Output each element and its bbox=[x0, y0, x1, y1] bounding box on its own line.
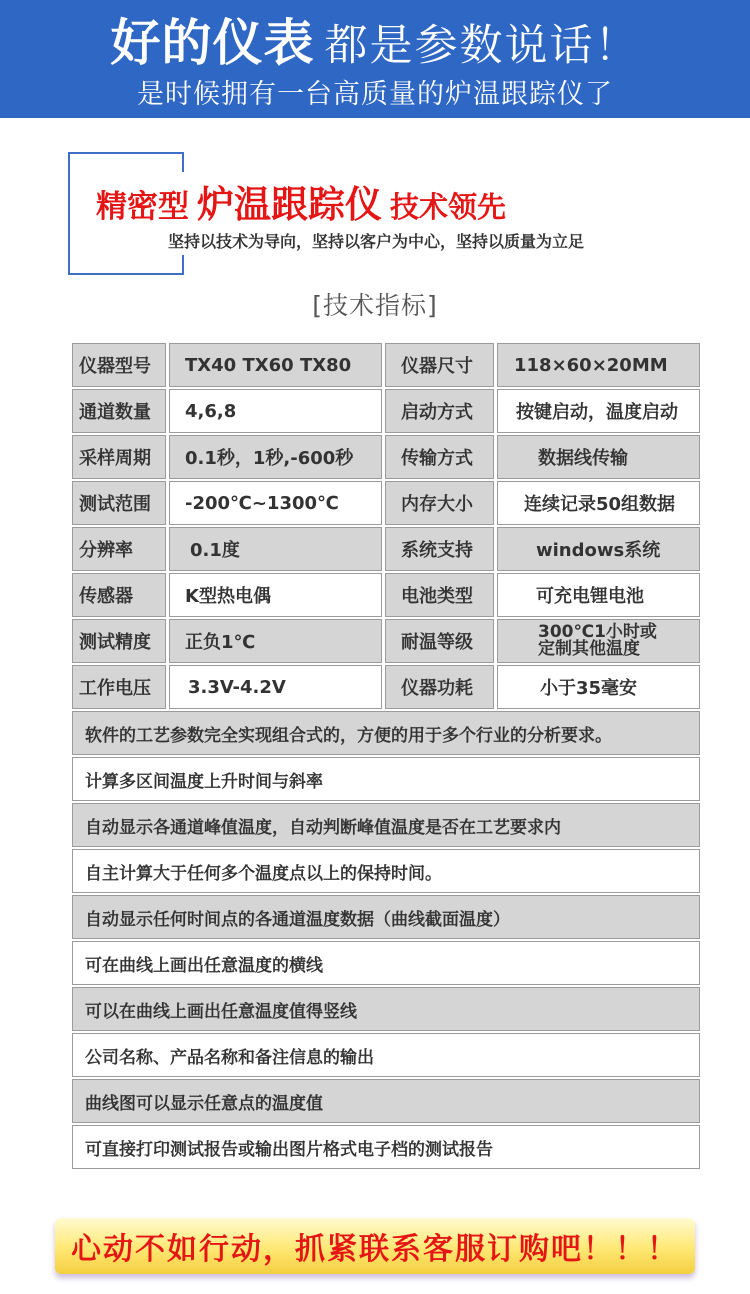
feature-row: 软件的工艺参数完全实现组合式的，方便的用于多个行业的分析要求。 bbox=[72, 711, 700, 755]
spec-table bbox=[72, 343, 700, 711]
banner-subtitle: 是时候拥有一台高质量的炉温跟踪仪了 bbox=[137, 79, 613, 110]
company-motto: 坚持以技术为导向，坚持以客户为中心，坚持以质量为立足 bbox=[168, 232, 585, 251]
feature-list bbox=[72, 711, 700, 1171]
feature-row: 可直接打印测试报告或输出图片格式电子档的测试报告 bbox=[72, 1125, 700, 1169]
feature-row: 自动显示各通道峰值温度，自动判断峰值温度是否在工艺要求内 bbox=[72, 803, 700, 847]
heading-part1: 精密型 bbox=[96, 189, 189, 225]
heading-part2: 炉温跟踪仪 bbox=[197, 183, 382, 226]
spec-value: 数据线传输 bbox=[497, 435, 700, 479]
feature-row: 计算多区间温度上升时间与斜率 bbox=[72, 757, 700, 801]
spec-label: 仪器尺寸 bbox=[385, 343, 494, 387]
spec-value bbox=[497, 619, 700, 663]
spec-label: 系统支持 bbox=[385, 527, 494, 571]
feature-row: 可在曲线上画出任意温度的横线 bbox=[72, 941, 700, 985]
spec-row bbox=[72, 619, 700, 665]
spec-row bbox=[72, 527, 700, 573]
heading-part3: 技术领先 bbox=[390, 190, 507, 224]
spec-value: 118×60×20MM bbox=[497, 343, 700, 387]
spec-value: -200℃~1300℃ bbox=[169, 481, 382, 525]
call-to-action bbox=[0, 1218, 750, 1274]
spec-label: 测试精度 bbox=[72, 619, 166, 663]
spec-row bbox=[72, 665, 700, 711]
spec-label: 内存大小 bbox=[385, 481, 494, 525]
section-title: [技术指标] bbox=[312, 291, 438, 320]
feature-row: 自主计算大于任何多个温度点以上的保持时间。 bbox=[72, 849, 700, 893]
spec-value: windows系统 bbox=[497, 527, 700, 571]
spec-value: 0.1度 bbox=[169, 527, 382, 571]
cta-text: 心动不如行动，抓紧联系客服订购吧！！！ bbox=[55, 1218, 695, 1274]
spec-row bbox=[72, 343, 700, 389]
spec-value: 连续记录50组数据 bbox=[497, 481, 700, 525]
spec-label: 耐温等级 bbox=[385, 619, 494, 663]
spec-label: 电池类型 bbox=[385, 573, 494, 617]
spec-value-line2: 定制其他温度 bbox=[538, 639, 640, 659]
spec-value: 0.1秒，1秒,-600秒 bbox=[169, 435, 382, 479]
spec-value: 正负1℃ bbox=[169, 619, 382, 663]
spec-label: 分辨率 bbox=[72, 527, 166, 571]
spec-label: 传输方式 bbox=[385, 435, 494, 479]
spec-label: 通道数量 bbox=[72, 389, 166, 433]
spec-value: 3.3V-4.2V bbox=[169, 665, 382, 709]
spec-label: 传感器 bbox=[72, 573, 166, 617]
spec-label: 工作电压 bbox=[72, 665, 166, 709]
feature-row: 自动显示任何时间点的各通道温度数据（曲线截面温度） bbox=[72, 895, 700, 939]
banner-title-mid: 都是参数说话！ bbox=[324, 21, 640, 71]
product-heading bbox=[96, 174, 506, 228]
spec-label: 仪器功耗 bbox=[385, 665, 494, 709]
feature-row: 公司名称、产品名称和备注信息的输出 bbox=[72, 1033, 700, 1077]
spec-value: 可充电锂电池 bbox=[497, 573, 700, 617]
spec-row bbox=[72, 573, 700, 619]
spec-label: 仪器型号 bbox=[72, 343, 166, 387]
spec-label: 测试范围 bbox=[72, 481, 166, 525]
spec-value: 小于35毫安 bbox=[497, 665, 700, 709]
banner-headline bbox=[0, 10, 750, 76]
spec-row bbox=[72, 481, 700, 527]
spec-value-line1: 300℃1小时或 bbox=[538, 622, 657, 642]
spec-label: 采样周期 bbox=[72, 435, 166, 479]
spec-value: 按键启动，温度启动 bbox=[497, 389, 700, 433]
feature-row: 曲线图可以显示任意点的温度值 bbox=[72, 1079, 700, 1123]
spec-label: 启动方式 bbox=[385, 389, 494, 433]
feature-row: 可以在曲线上画出任意温度值得竖线 bbox=[72, 987, 700, 1031]
banner-title-big: 好的仪表 bbox=[110, 14, 315, 72]
spec-row bbox=[72, 435, 700, 481]
spec-row bbox=[72, 389, 700, 435]
spec-value: K型热电偶 bbox=[169, 573, 382, 617]
top-banner bbox=[0, 0, 750, 118]
spec-value: TX40 TX60 TX80 bbox=[169, 343, 382, 387]
spec-value: 4,6,8 bbox=[169, 389, 382, 433]
